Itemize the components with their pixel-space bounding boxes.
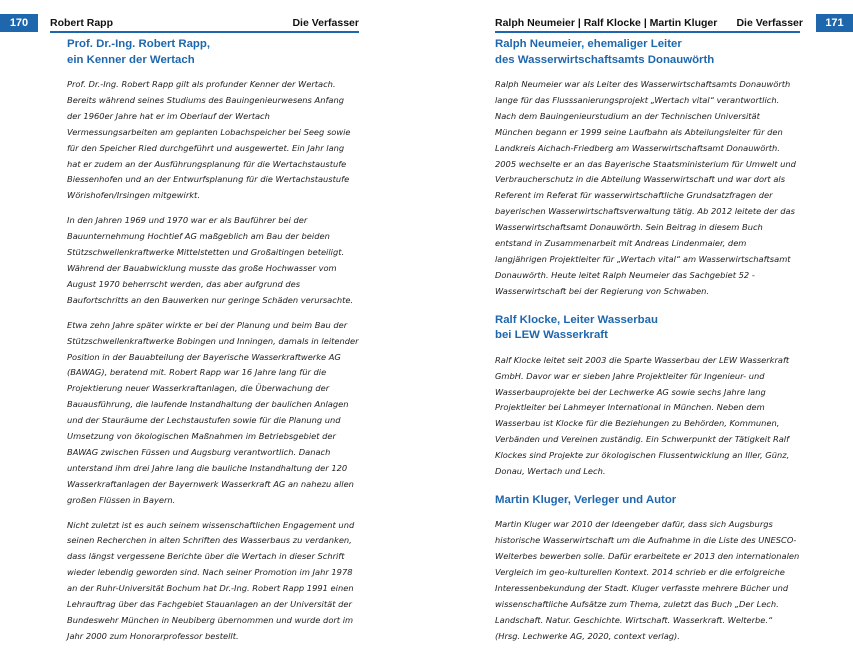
right-page (433, 0, 853, 648)
body-paragraph: Prof. Dr.-Ing. Robert Rapp gilt als profunder Kenner der Wertach. Bereits während seines Studiums des Bauingenieurwesens Anfang der 1960er Jahre hat er im Oberlauf der Wertach Vermessungsarbeiten am geplanten Lobachspeicher bei Seeg sowie für den Speicher Ried durchgeführt und ausgewertet. Ein Jahr lang hat er zudem an der Ausführungsplanung für die Wertachstaustufe Biessenhofen und an der Entwurfsplanung für die Wertachstaustufe Wörishofen/Irsingen mitgewirkt. (67, 79, 351, 201)
left-content (67, 37, 359, 648)
right-content (495, 37, 800, 648)
body-paragraph: Nicht zuletzt ist es auch seinem wissenschaftlichen Engagement und seinen Recherchen in alten Schriften des Wasserbaus zu verdanken, dass längst vergessene Berichte über die Wertach in dieser Schrift wieder lebendig geworden sind. Nach seiner Promotion im Jahr 1978 an der Ruhr-Universität Bochum hat Dr.-Ing. Robert Rapp 1991 einen Lehrauftrag über das Fachgebiet Stauanlagen an der Universität der Bundeswehr München in Neubiberg übernommen und wurde dort im Jahr 2000 zum Honorarprofessor bestellt. (67, 519, 355, 641)
body-paragraph: In den Jahren 1969 und 1970 war er als Bauführer bei der Bauunternehmung Hochtief AG maßgeblich am Bau der beiden Stützschwellenkraftwerke Mittelstetten und Großaitingen beteiligt. Während der Bauabwicklung musste das große Hochwasser vom August 1970 beherrscht werden, das aber aufgrund des Baufortschritts an den Bauwerken nur geringe Schäden verursachte. (67, 215, 354, 305)
book-gutter (420, 0, 433, 648)
section-heading-kluger: Martin Kluger, Verleger und Autor (495, 493, 677, 506)
page-number-right: 171 (816, 14, 853, 32)
running-header-section: Die Verfasser (292, 17, 359, 29)
body-paragraph: Martin Kluger war 2010 der Ideengeber dafür, dass sich Augsburgs historische Wasserwirtschaft um die Aufnahme in die Liste des UNESCO-Welterbes bewerben solle. Dafür erarbeitete er 2013 den internationalen Vergleich im geo-kulturellen Kontext. 2014 schrieb er die erfolgreiche Interessenbekundung der Stadt. Kluger verfasste mehrere Bücher und wissenschaftliche Aufsätze zum Thema, zuletzt das Buch „Der Lech. Landschaft. Natur. Geschichte. Wirtschaft. Wasserkraft. Welterbe.“ (Hrsg. Lechwerke AG, 2020, context verlag). (495, 519, 800, 641)
section-heading-rapp: Prof. Dr.-Ing. Robert Rapp, ein Kenner der Wertach (67, 38, 211, 66)
page-number-left: 170 (0, 14, 38, 32)
body-paragraph: Ralph Neumeier war als Leiter des Wasserwirtschaftsamts Donauwörth lange für das Flusssanierungsprojekt „Wertach vital“ verantwortlich. Nach dem Bauingenieurstudium an der Technischen Universität München begann er 1999 seine Laufbahn als Abteilungsleiter für den Landkreis Aichach-Friedberg am Wasserwirtschaftsamt Donauwörth. 2005 wechselte er an das Bayerische Staatsministerium für Umwelt und Verbraucherschutz in die Abteilung Wasserwirtschaft und war dort als Referent im Referat für wasserwirtschaftliche Grundsatzfragen der bayerischen Wasserwirtschaftsverwaltung tätig. Ab 2012 leitete der das Wasserwirtschaftsamt Donauwörth. Sein Beitrag in diesem Buch entstand in Zusammenarbeit mit Andreas Lindenmaier, dem langjährigen Projektleiter für „Wertach vital“ am Wasserwirtschaftsamt Donauwörth. Heute leitet Ralph Neumeier das Sachgebiet 52 - Wasserwirtschaft bei der Regierung von Schwaben. (495, 79, 796, 296)
header-rule (50, 31, 359, 33)
body-paragraph: Ralf Klocke leitet seit 2003 die Sparte Wasserbau der LEW Wasserkraft GmbH. Davor war er sieben Jahre Projektleiter für Ingenieur- und Wasserbauprojekte bei der Lechwerke AG sowie sechs Jahre lang Projektleiter bei Lahmeyer International in München. Neben dem Wasserbau ist Klocke für die Beziehungen zu Behörden, Kommunen, Verbänden und Vereinen zuständig. Ein Schwerpunkt der Tätigkeit Ralf Klockes sind Projekte zur ökologischen Flussentwicklung an Iller, Günz, Donau, Wertach und Lech. (495, 354, 790, 477)
section-heading-neumeier: Ralph Neumeier, ehemaliger Leiter des Wasserwirtschaftsamts Donauwörth (495, 38, 715, 66)
running-header-section: Die Verfasser (736, 17, 803, 29)
body-paragraph: Etwa zehn Jahre später wirkte er bei der Planung und beim Bau der Stützschwellenkraftwerke Bobingen und Inningen, damals in leitender Position in der Bauabteilung der Bayerische Wasserkraftwerke AG (BAWAG), beratend mit. Robert Rapp war 16 Jahre lang für die Projektierung neuer Wasserkraftanlagen, die Überwachung der Bauausführung, die laufende Instandhaltung der baulichen Anlagen und der Stauräume der Lechstaustufen sowie für die Planung und Umsetzung von ökologischen Maßnahmen im Betriebsgebiet der BAWAG zwischen Füssen und Augsburg verantwortlich. Danach unterstand ihm drei Jahre lang die bauliche Instandhaltung der 120 Wasserkraftanlagen der Bayernwerk Wasserkraft AG an nahezu allen großen Flüssen in Bayern. (67, 319, 359, 505)
running-header-authors: Ralph Neumeier | Ralf Klocke | Martin Kluger (495, 17, 718, 29)
running-header-author: Robert Rapp (50, 17, 113, 29)
left-page (0, 0, 420, 648)
header-rule (495, 31, 800, 33)
section-heading-klocke: Ralf Klocke, Leiter Wasserbau bei LEW Wasserkraft (495, 313, 658, 342)
